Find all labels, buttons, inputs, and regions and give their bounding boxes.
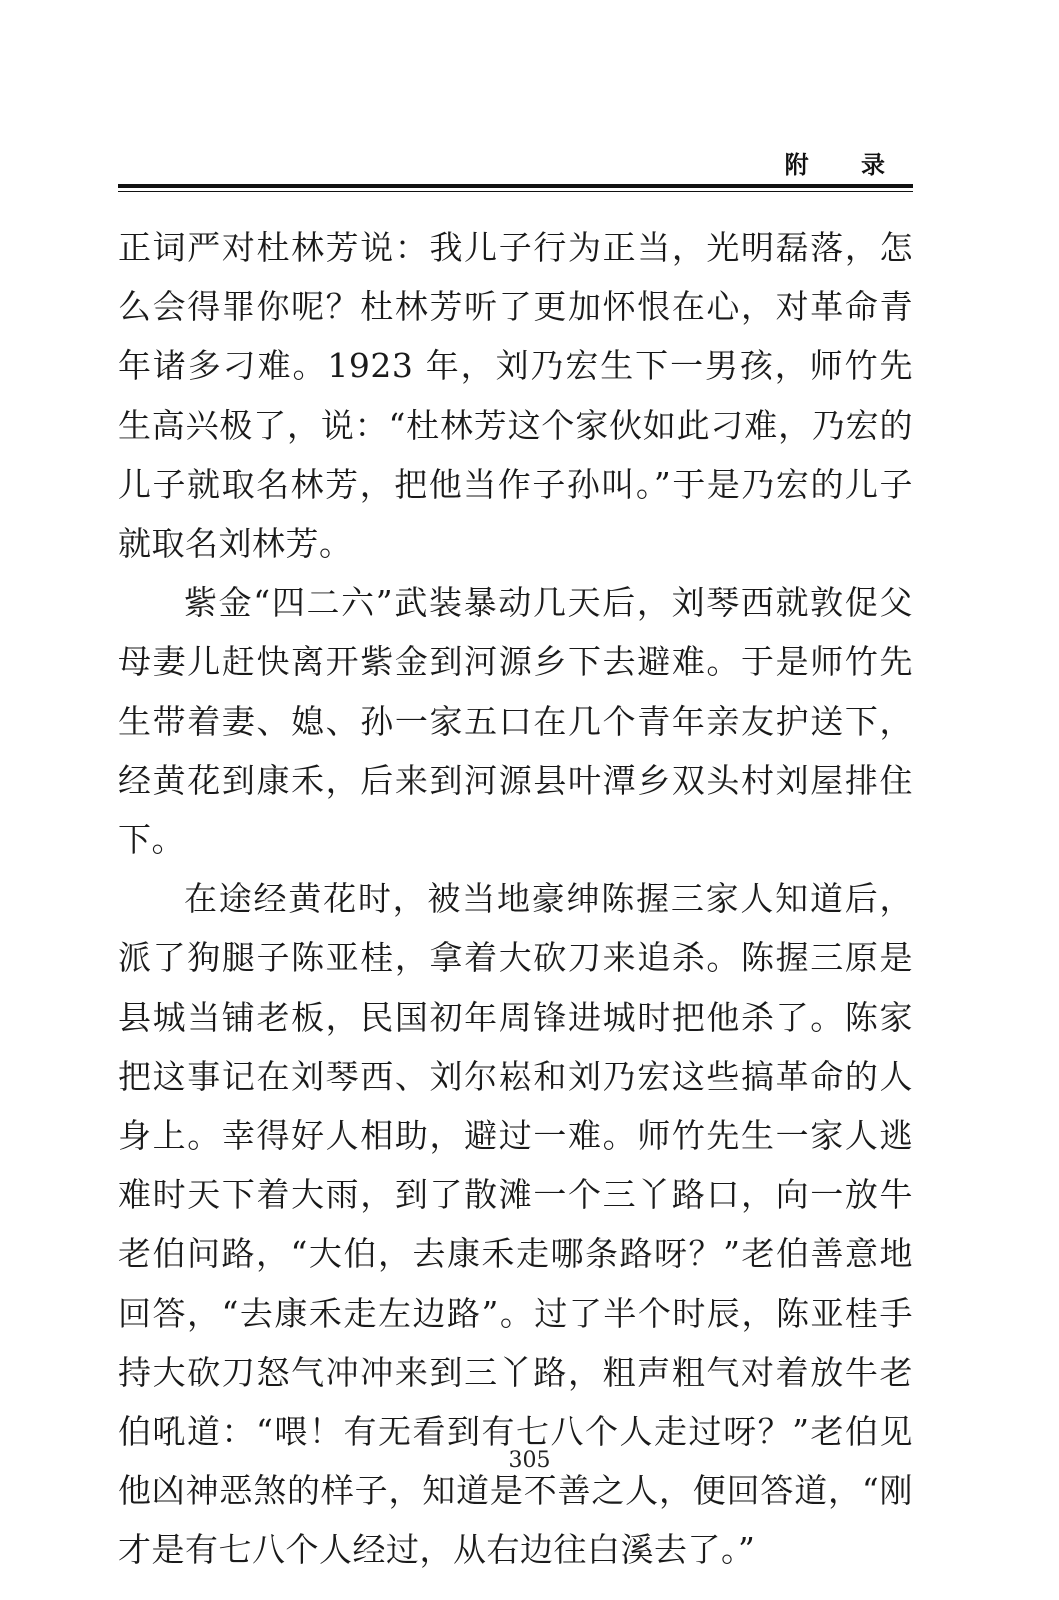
running-header bbox=[118, 150, 913, 184]
paragraph-2: 紫金“四二六”武装暴动几天后，刘琴西就敦促父母妻儿赶快离开紫金到河源乡下去避难。于是师竹先生带着妻、媳、孙一家五口在几个青年亲友护送下，经黄花到康禾，后来到河源县叶潭乡双头村刘屋排住下。 bbox=[118, 583, 913, 860]
paragraph-1: 正词严对杜林芳说：我儿子行为正当，光明磊落，怎么会得罪你呢？杜林芳听了更加怀恨在心，对革命青年诸多刁难。1923 年，刘乃宏生下一男孩，师竹先生高兴极了，说：“杜林芳这个家伙如此刁难，乃宏的儿子就取名林芳，把他当作子孙叫。”于是乃宏的儿子就取名刘林芳。 bbox=[118, 228, 913, 564]
page-number: 305 bbox=[508, 1448, 551, 1473]
section-title: 附 录 bbox=[784, 151, 907, 179]
header-rule-thin bbox=[118, 191, 913, 192]
header-rule-thick bbox=[118, 184, 913, 188]
body-text bbox=[118, 218, 913, 1580]
paragraph-3: 在途经黄花时，被当地豪绅陈握三家人知道后，派了狗腿子陈亚桂，拿着大砍刀来追杀。陈握三原是县城当铺老板，民国初年周锋进城时把他杀了。陈家把这事记在刘琴西、刘尔崧和刘乃宏这些搞革命的人身上。幸得好人相助，避过一难。师竹先生一家人逃难时天下着大雨，到了散滩一个三丫路口，向一放牛老伯问路，“大伯，去康禾走哪条路呀？”老伯善意地回答，“去康禾走左边路”。过了半个时辰，陈亚桂手持大砍刀怒气冲冲来到三丫路，粗声粗气对着放牛老伯吼道：“喂！有无看到有七八个人走过呀？”老伯见他凶神恶煞的样子，知道是不善之人，便回答道，“刚才是有七八个人经过，从右边往白溪去了。” bbox=[118, 879, 913, 1570]
